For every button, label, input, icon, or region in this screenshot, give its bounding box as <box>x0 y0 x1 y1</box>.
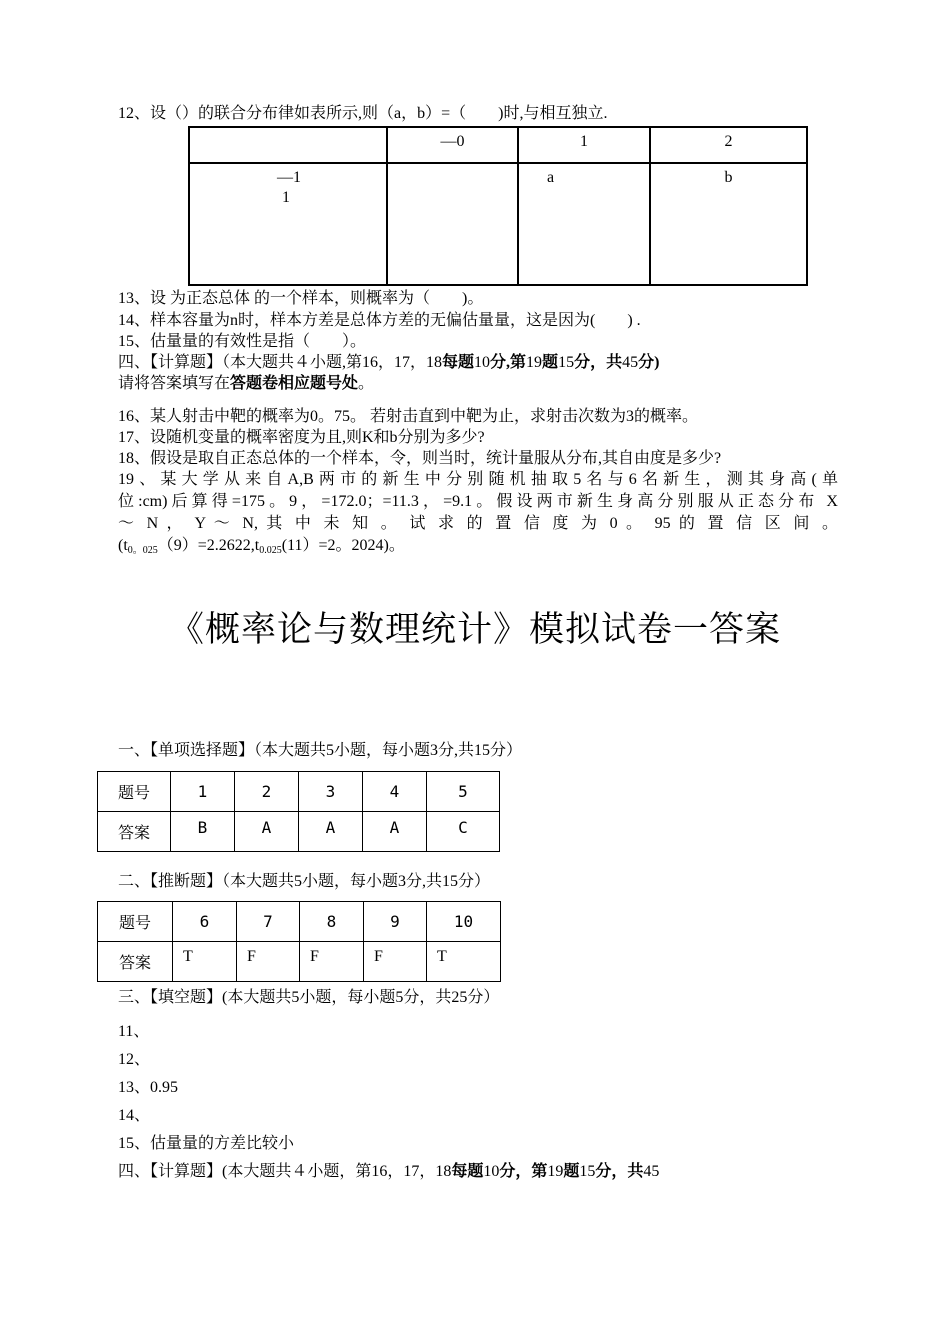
part-4-heading-text: 分，第 <box>499 1163 548 1180</box>
row-label: 答案 <box>98 942 173 982</box>
part-2-answer-table <box>97 901 501 982</box>
table-header-cell: 2 <box>650 127 807 163</box>
question-number: 4 <box>363 772 427 812</box>
question-17: 17、设随机变量的概率密度为且,则K和b分别为多少? <box>118 429 485 446</box>
question-number: 10 <box>427 902 501 942</box>
question-number: 9 <box>364 902 427 942</box>
question-15: 15、估量量的有效性是指（ ）。 <box>118 333 367 350</box>
formula-text: (t <box>118 537 128 554</box>
table-cell: b <box>650 163 807 285</box>
section-4-heading-text: 10 <box>474 354 491 371</box>
section-4-heading-text: 题 <box>542 354 559 371</box>
answer-cell: F <box>237 942 300 982</box>
question-19-line-3: ～ N ， Y ～ N, 其 中 未 知 。 试 求 的 置 信 度 为 0 。 95 的 置 信 区 间 。 <box>118 515 838 532</box>
row-label: 题号 <box>98 902 173 942</box>
question-12: 12、设（）的联合分布律如表所示,则（a，b）=（ )时,与相互独立. <box>118 105 608 122</box>
question-number: 8 <box>300 902 364 942</box>
formula-text: (11）=2。2024)。 <box>281 537 405 554</box>
joint-distribution-table <box>188 126 808 286</box>
row-labels-cell <box>189 163 387 285</box>
section-4-heading-text: 19 <box>526 354 543 371</box>
fill-answer-11: 11、 <box>118 1023 150 1040</box>
part-2-heading: 二、【推断题】（本大题共5小题，每小题3分,共15分） <box>118 873 491 890</box>
answer-cell: B <box>171 812 235 852</box>
question-number: 2 <box>235 772 299 812</box>
question-16: 16、某人射击中靶的概率为0。75。 若射击直到中靶为止，求射击次数为3的概率。 <box>118 408 699 425</box>
answer-cell: T <box>427 942 501 982</box>
formula-subscript: 0。025 <box>127 545 158 556</box>
question-19-line-1: 19、某大学从来自A,B两市的新生中分别随机抽取5名与6名新生，测其身高(单 <box>118 471 838 488</box>
part-4-heading-text: 分，共 <box>595 1163 644 1180</box>
fill-answer-12: 12、 <box>118 1051 151 1068</box>
part-4-heading-text: 四、【计算题】(本大题共４小题，第16，17，18 <box>118 1163 452 1180</box>
answer-cell: T <box>173 942 237 982</box>
part-4-heading-text: 15 <box>579 1163 596 1180</box>
answer-cell: A <box>299 812 363 852</box>
question-number: 1 <box>171 772 235 812</box>
table-cell <box>387 163 518 285</box>
section-4-heading-text: 四、【计算题】（本大题共４小题,第16，17，18 <box>118 354 443 371</box>
question-19-line-4 <box>118 536 405 561</box>
part-4-heading-text: 每题 <box>451 1163 484 1180</box>
question-18: 18、假设是取自正态总体的一个样本，令，则当时，统计量服从分布,其自由度是多少? <box>118 450 722 467</box>
row-label: —1 <box>277 169 301 186</box>
table-header-cell <box>189 127 387 163</box>
answer-cell: A <box>235 812 299 852</box>
question-19-line-2: 位:cm)后算得=175。9，=172.0；=11.3，=9.1。假设两市新生身高分别服从正态分布 X <box>118 493 838 510</box>
fill-answer-15: 15、估量量的方差比较小 <box>118 1135 295 1152</box>
row-label: 答案 <box>98 812 171 852</box>
part-1-heading: 一、【单项选择题】（本大题共5小题，每小题3分,共15分） <box>118 742 523 759</box>
section-4-heading-text: 分，共 <box>574 354 623 371</box>
row-label: 题号 <box>98 772 171 812</box>
question-number: 7 <box>237 902 300 942</box>
part-1-answer-table <box>97 771 500 852</box>
section-4-heading-text: 45 <box>622 354 639 371</box>
answer-cell: C <box>427 812 500 852</box>
question-number: 6 <box>173 902 237 942</box>
question-number: 5 <box>427 772 500 812</box>
part-4-heading-text: 45 <box>643 1163 660 1180</box>
question-14: 14、样本容量为n时，样本方差是总体方差的无偏估量量，这是因为( ) . <box>118 312 641 329</box>
answer-cell: F <box>364 942 427 982</box>
answer-cell: A <box>363 812 427 852</box>
table-header-cell: —0 <box>387 127 518 163</box>
row-label: 1 <box>282 189 290 206</box>
section-4-instruction <box>118 374 374 394</box>
answer-title: 《概率论与数理统计》模拟试卷一答案 <box>168 610 781 650</box>
instruction-text: 请将答案填写在 <box>118 375 231 392</box>
formula-subscript: 0.025 <box>259 545 282 556</box>
formula-text: （9）=2.2622,t <box>157 537 260 554</box>
section-4-heading-text: 每题 <box>442 354 475 371</box>
part-3-heading: 三、【填空题】(本大题共5小题，每小题5分，共25分） <box>118 989 500 1006</box>
section-4-heading <box>118 353 659 373</box>
instruction-text: 答题卷相应题号处 <box>230 375 359 392</box>
question-13: 13、设 为正态总体 的一个样本，则概率为（ )。 <box>118 290 484 307</box>
section-4-heading-text: 15 <box>558 354 575 371</box>
answer-cell: F <box>300 942 364 982</box>
instruction-text: 。 <box>358 375 375 392</box>
part-4-heading-text: 10 <box>483 1163 500 1180</box>
question-number: 3 <box>299 772 363 812</box>
table-header-cell: 1 <box>518 127 650 163</box>
table-cell: a <box>518 163 650 285</box>
part-4-heading-text: 19 <box>547 1163 564 1180</box>
section-4-heading-text: 分) <box>638 354 660 371</box>
fill-answer-13: 13、0.95 <box>118 1079 179 1096</box>
part-4-heading <box>118 1162 659 1182</box>
part-4-heading-text: 题 <box>563 1163 580 1180</box>
fill-answer-14: 14、 <box>118 1107 151 1124</box>
section-4-heading-text: 分,第 <box>490 354 527 371</box>
